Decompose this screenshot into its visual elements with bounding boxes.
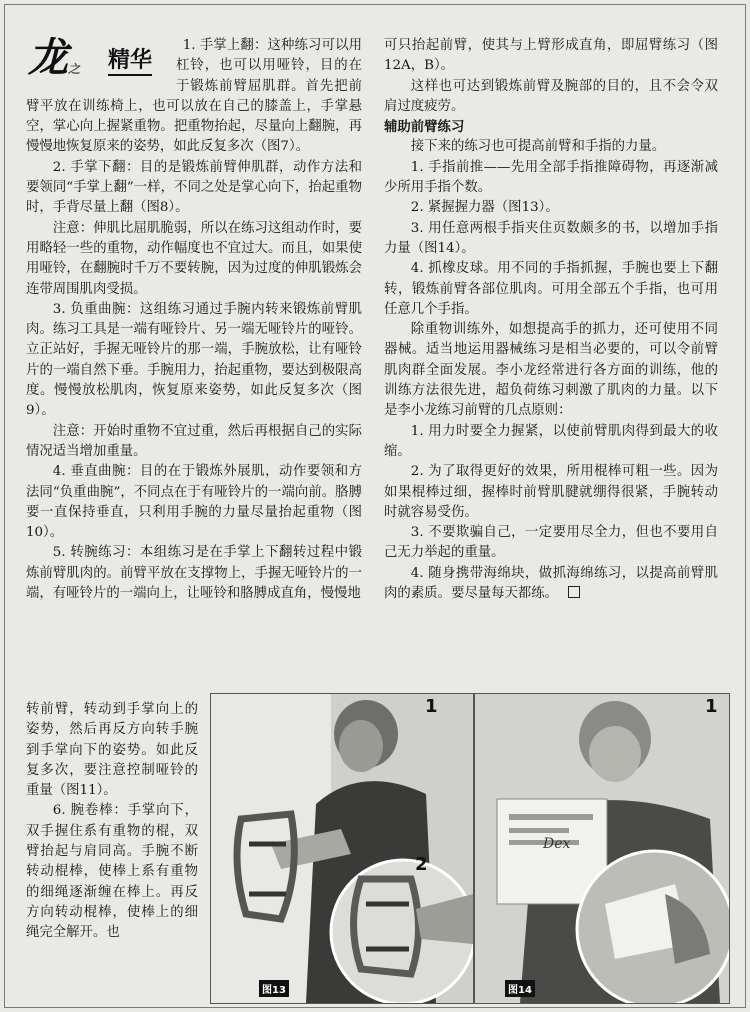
paragraph: 2. 手掌下翻：目的是锻炼前臂伸肌群，动作方法和要领同“手掌上翻”一样，不同之处是掌心向下，抬起重物时，手背尽量上翻（图8）。 (26, 159, 362, 216)
book-cover-text: Dex (543, 836, 571, 852)
paragraph: 3. 用任意两根手指夹住页数颇多的书，以增加手指力量（图14）。 (384, 220, 718, 256)
logo-zhi-char: 之 (68, 62, 81, 76)
section-heading: 辅助前臂练习 (384, 119, 465, 136)
paragraph: 除重物训练外，如想提高手的抓力，还可使用不同器械。适当地运用器械练习是相当必要的，可以令前臂肌肉群全面发展。李小龙经常进行各方面的训练，他的训练方法很先进，超负荷练习刺激了肌肉的力量。以下是李小龙练习前臂的几点原则： (384, 322, 718, 419)
paragraph-last (384, 564, 718, 605)
paragraph: 3. 负重曲腕：这组练习通过手腕内转来锻炼前臂肌肉。练习工具是一端有哑铃片、另一端无哑铃片的哑铃。立正站好，手握无哑铃片的那一端，手腕放松，让有哑铃片的一端自然下垂。手腕用力，抬起重物，要达到极限高度。慢慢放松肌肉，恢复原来姿势，如此反复多次（图9）。 (26, 301, 362, 419)
paragraph: 注意：伸肌比屈肌脆弱，所以在练习这组动作时，要用略轻一些的重物，动作幅度也不宜过大。而且，如果使用哑铃，在翻腕时千万不要转腕，因为过度的伸肌锻炼会连带周围肌肉受损。 (26, 220, 362, 297)
paragraph: 这样也可达到锻炼前臂及腕部的目的，且不会令双肩过度疲劳。 (384, 78, 718, 114)
figure-13-photo (210, 693, 474, 1004)
left-bottom-column (26, 700, 198, 944)
figure-13-label: 图13 (259, 980, 289, 997)
paragraph: 5. 转腕练习：本组练习是在手掌上下翻转过程中锻炼前臂肌肉的。前臂平放在支撑物上，手握无哑铃片的一端，有哑铃片的一端向上，让哑铃和胳膊成直角，慢慢地 (26, 545, 362, 602)
paragraph: 转前臂，转动到手掌向上的姿势，然后再反方向转手腕到手掌向下的姿势。如此反复多次，要注意控制哑铃的重量（图11）。 (26, 702, 198, 799)
figure-14-illustration (475, 694, 729, 1003)
figure-13-number-1: 1 (425, 696, 438, 717)
paragraph: 4. 抓橡皮球。用不同的手指抓握，手腕也要上下翻转，锻炼前臂各部位肌肉。可用全部五个手指，也可用任意几个手指。 (384, 261, 718, 317)
paragraph: 6. 腕卷棒：手掌向下，双手握住系有重物的棍，双臂抬起与肩同高。手腕不断转动棍棒，使棒上系有重物的细绳逐渐缠在棒上。再反方向转动棍棒，使棒上的细绳完全解开。也 (26, 803, 198, 941)
logo-dragon-char: 龙 (28, 35, 68, 81)
left-column (26, 36, 362, 604)
logo-space (26, 36, 176, 90)
paragraph: 接下来的练习也可提高前臂和手指的力量。 (410, 139, 666, 155)
logo-main-text: 精华 (108, 48, 152, 76)
figure-13-number-2: 2 (415, 854, 428, 875)
paragraph: 4. 垂直曲腕：目的在于锻炼外展肌，动作要领和方法同“负重曲腕”，不同点在于有哑铃片的一端向前。胳膊要一直保持垂直，只利用手腕的力量尽量抬起重物（图10）。 (26, 464, 362, 541)
paragraph: 注意：开始时重物不宜过重，然后再根据自己的实际情况适当增加重量。 (26, 423, 362, 459)
right-column (384, 36, 718, 604)
paragraph: 1. 手指前推——先用全部手指推障碍物，再逐渐减少所用手指个数。 (384, 159, 718, 196)
figure-13-illustration (211, 694, 473, 1003)
paragraph: 1. 手掌上翻：这种练习可以用杠铃，也可以用哑铃，目的在于锻炼前臂屈肌群。首先把前臂平放在训练椅上，也可以放在自己的膝盖上，手掌悬空，掌心向上握紧重物。把重物抬起，尽量向上翻腕，再慢慢地恢复原来的姿势，如此反复多次（图7）。 (26, 38, 362, 155)
paragraph: 1. 用力时要全力握紧，以使前臂肌肉得到最大的收缩。 (384, 423, 718, 459)
end-of-article-mark (568, 586, 580, 598)
figure-14-photo (474, 693, 730, 1004)
figure-14-label: 图14 (505, 980, 535, 997)
paragraph: 3. 不要欺骗自己，一定要用尽全力，但也不要用自己无力举起的重量。 (384, 525, 718, 561)
figure-14-number-1: 1 (705, 696, 718, 717)
paragraph-text: 4. 随身携带海绵块，做抓海绵练习，以提高前臂肌肉的素质。要尽量每天都练。 (384, 565, 718, 602)
paragraph: 2. 紧握握力器（图13）。 (410, 200, 559, 216)
paragraph: 可只抬起前臂，使其与上臂形成直角，即屈臂练习（图12A，B）。 (384, 38, 718, 74)
paragraph: 2. 为了取得更好的效果，所用棍棒可粗一些。因为如果棍棒过细，握棒时前臂肌腱就绷得很紧，手腕转动时就容易受伤。 (384, 464, 718, 520)
